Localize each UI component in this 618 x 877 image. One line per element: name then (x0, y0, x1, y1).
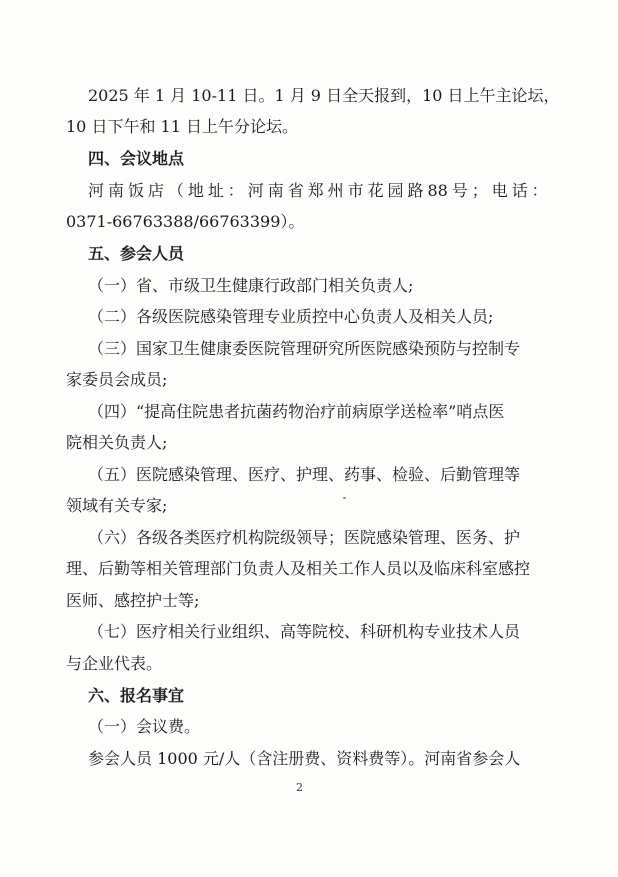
address-char: ： (227, 181, 244, 200)
attendee-item-2: （二）各级医院感染管理专业质控中心负责人及相关人员; (88, 307, 494, 326)
address-char: 电 (491, 181, 508, 200)
address-char: 话 (511, 181, 528, 200)
section-heading-venue: 四、会议地点 (88, 149, 185, 168)
scan-speck (343, 497, 346, 499)
venue-address-line (88, 181, 548, 201)
attendee-item-5-line-2: 领域有关专家; (66, 496, 168, 515)
attendee-item-5-line-1: （五）医院感染管理、医疗、护理、药事、检验、后勤管理等 (88, 465, 521, 484)
attendee-item-6-line-3: 医师、感控护士等; (66, 591, 200, 610)
attendee-item-3-line-1: （三）国家卫生健康委医院管理研究所医院感染预防与控制专 (88, 339, 521, 358)
address-char: ； (471, 181, 488, 200)
attendee-item-1: （一）省、市级卫生健康行政部门相关负责人; (88, 276, 414, 295)
address-char: 号 (451, 181, 468, 200)
address-char: ： (531, 181, 548, 200)
address-char: 址 (207, 181, 224, 200)
attendee-item-3-line-2: 家委员会成员; (66, 370, 168, 389)
address-char: 河 (88, 181, 105, 200)
section-heading-attendees: 五、参会人员 (88, 244, 185, 263)
address-char: 市 (347, 181, 364, 200)
address-char: 店 (147, 181, 164, 200)
address-char: 地 (187, 181, 204, 200)
venue-phone-line: 0371-66763388/66763399）。 (66, 212, 305, 231)
attendee-item-4-line-2: 院相关负责人; (66, 433, 168, 452)
schedule-line-2: 10 日下午和 11 日上午分论坛。 (66, 117, 298, 136)
address-char: 省 (287, 181, 304, 200)
address-char: 州 (327, 181, 344, 200)
address-char: 南 (267, 181, 284, 200)
address-char: 88 (427, 181, 448, 200)
attendee-item-4-line-1: （四）“提高住院患者抗菌药物治疗前病原学送检率”哨点医 (88, 402, 505, 421)
address-char: 南 (107, 181, 124, 200)
address-char: 花 (367, 181, 384, 200)
attendee-item-6-line-1: （六）各级各类医疗机构院级领导；医院感染管理、医务、护 (88, 528, 521, 547)
page-number: 2 (296, 781, 303, 794)
registration-subheading-fee: （一）会议费。 (88, 717, 201, 736)
address-char: 饭 (127, 181, 144, 200)
section-heading-registration: 六、报名事宜 (88, 686, 185, 705)
attendee-item-6-line-2: 理、后勤等相关管理部门负责人及相关工作人员以及临床科室感控 (66, 559, 531, 578)
address-char: （ (167, 181, 184, 200)
attendee-item-7-line-1: （七）医疗相关行业组织、高等院校、科研机构专业技术人员 (88, 622, 521, 641)
address-char: 路 (407, 181, 424, 200)
address-char: 河 (247, 181, 264, 200)
attendee-item-7-line-2: 与企业代表。 (66, 654, 163, 673)
address-char: 园 (387, 181, 404, 200)
schedule-line-1: 2025 年 1 月 10-11 日。1 月 9 日全天报到，10 日上午主论坛， (88, 86, 560, 105)
registration-fee-line: 参会人员 1000 元/人（含注册费、资料费等）。河南省参会人 (88, 749, 521, 768)
address-char: 郑 (307, 181, 324, 200)
